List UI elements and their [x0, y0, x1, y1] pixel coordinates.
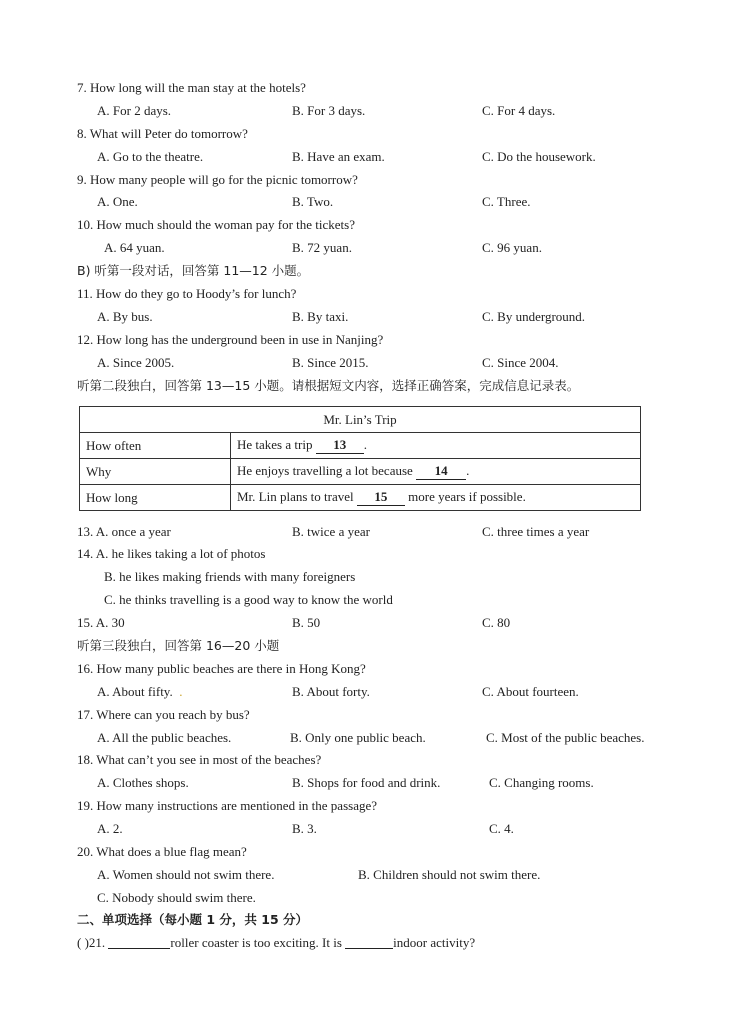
row-content — [231, 433, 641, 459]
question-21 — [77, 935, 475, 951]
table-row — [80, 485, 641, 511]
q8-option-c: C. Do the housework. — [482, 149, 596, 164]
q8-option-a: A. Go to the theatre. — [97, 149, 204, 164]
q12-option-c: C. Since 2004. — [482, 355, 559, 370]
question-18: 18. What can’t you see in most of the beaches? — [77, 752, 322, 767]
question-17: 17. Where can you reach by bus? — [77, 707, 250, 722]
table-title: Mr. Lin’s Trip — [80, 407, 641, 433]
q19-option-c: C. 4. — [489, 821, 514, 836]
q7-option-a: A. For 2 days. — [97, 103, 172, 118]
answer-blank-15[interactable]: 15 — [357, 489, 405, 506]
part-2-heading: 二、单项选择（每小题 1 分，共 15 分） — [77, 912, 309, 927]
q9-option-b: B. Two. — [292, 194, 334, 209]
question-13: 13. A. once a year — [77, 524, 171, 539]
q21-blank-2[interactable] — [345, 935, 393, 949]
q12-option-b: B. Since 2015. — [292, 355, 369, 370]
q17-option-a: A. All the public beaches. — [97, 730, 232, 745]
q13-option-b: B. twice a year — [292, 524, 370, 539]
question-10: 10. How much should the woman pay for the tickets? — [77, 217, 355, 232]
question-7: 7. How long will the man stay at the hotels? — [77, 80, 306, 95]
section-b-heading: B) 听第一段对话，回答第 11—12 小题。 — [77, 263, 310, 278]
q9-option-c: C. Three. — [482, 194, 531, 209]
row-text-end: more years if possible. — [404, 489, 526, 504]
q12-option-a: A. Since 2005. — [97, 355, 175, 370]
table-row — [80, 433, 641, 459]
q16-mark: . — [179, 684, 183, 699]
q16-option-a-text: A. About fifty. — [97, 684, 173, 699]
answer-blank-13[interactable]: 13 — [316, 437, 364, 454]
q18-option-c: C. Changing rooms. — [489, 775, 594, 790]
row-label: How long — [80, 485, 231, 511]
q21-number: ( )21. — [77, 935, 106, 950]
q8-option-b: B. Have an exam. — [292, 149, 385, 164]
q20-option-c: C. Nobody should swim there. — [97, 890, 256, 905]
table-row — [80, 459, 641, 485]
q7-option-b: B. For 3 days. — [292, 103, 366, 118]
row-text-end: . — [466, 463, 470, 478]
q9-option-a: A. One. — [97, 194, 138, 209]
row-text-end: . — [363, 437, 367, 452]
q17-option-c: C. Most of the public beaches. — [486, 730, 645, 745]
q7-option-c: C. For 4 days. — [482, 103, 556, 118]
q14-option-b: B. he likes making friends with many foreigners — [104, 569, 356, 584]
q20-option-a: A. Women should not swim there. — [97, 867, 275, 882]
q13-option-c: C. three times a year — [482, 524, 590, 539]
q19-option-b: B. 3. — [292, 821, 317, 836]
question-15: 15. A. 30 — [77, 615, 125, 630]
trip-table — [79, 406, 641, 511]
section-2-heading: 听第二段独白，回答第 13—15 小题。请根据短文内容，选择正确答案，完成信息记录表。 — [77, 378, 580, 393]
row-text: He takes a trip — [237, 437, 316, 452]
question-8: 8. What will Peter do tomorrow? — [77, 126, 248, 141]
q16-option-a — [97, 684, 182, 700]
q18-option-b: B. Shops for food and drink. — [292, 775, 441, 790]
question-11: 11. How do they go to Hoody’s for lunch? — [77, 286, 297, 301]
row-content — [231, 485, 641, 511]
q14-option-c: C. he thinks travelling is a good way to know the world — [104, 592, 393, 607]
q15-option-b: B. 50 — [292, 615, 321, 630]
q10-option-c: C. 96 yuan. — [482, 240, 542, 255]
q21-text-2: indoor activity? — [393, 935, 476, 950]
row-content — [231, 459, 641, 485]
row-text: Mr. Lin plans to travel — [237, 489, 357, 504]
q20-option-b: B. Children should not swim there. — [358, 867, 541, 882]
q10-option-a: A. 64 yuan. — [104, 240, 165, 255]
row-text: He enjoys travelling a lot because — [237, 463, 417, 478]
row-label: How often — [80, 433, 231, 459]
q10-option-b: B. 72 yuan. — [292, 240, 352, 255]
question-16: 16. How many public beaches are there in Hong Kong? — [77, 661, 366, 676]
q19-option-a: A. 2. — [97, 821, 123, 836]
q18-option-a: A. Clothes shops. — [97, 775, 189, 790]
question-14: 14. A. he likes taking a lot of photos — [77, 546, 266, 561]
q15-option-c: C. 80 — [482, 615, 511, 630]
q21-blank-1[interactable] — [108, 935, 170, 949]
section-3-heading: 听第三段独白，回答第 16—20 小题 — [77, 638, 280, 653]
question-20: 20. What does a blue flag mean? — [77, 844, 247, 859]
q16-option-c: C. About fourteen. — [482, 684, 579, 699]
q16-option-b: B. About forty. — [292, 684, 370, 699]
answer-blank-14[interactable]: 14 — [416, 463, 466, 480]
q11-option-c: C. By underground. — [482, 309, 586, 324]
question-9: 9. How many people will go for the picnic tomorrow? — [77, 172, 358, 187]
q17-option-b: B. Only one public beach. — [290, 730, 426, 745]
q11-option-b: B. By taxi. — [292, 309, 349, 324]
q11-option-a: A. By bus. — [97, 309, 153, 324]
question-12: 12. How long has the underground been in use in Nanjing? — [77, 332, 384, 347]
row-label: Why — [80, 459, 231, 485]
q21-text-1: roller coaster is too exciting. It is — [170, 935, 346, 950]
question-19: 19. How many instructions are mentioned in the passage? — [77, 798, 378, 813]
